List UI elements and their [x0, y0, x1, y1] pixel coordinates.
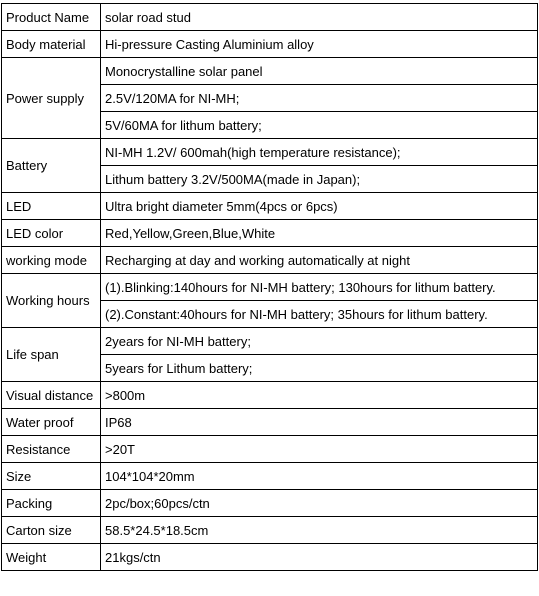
table-row	[2, 58, 538, 85]
table-row	[2, 193, 538, 220]
row-value: Lithum battery 3.2V/500MA(made in Japan);	[101, 166, 538, 193]
row-value: IP68	[101, 409, 538, 436]
row-value: (2).Constant:40hours for NI-MH battery; 35hours for lithum battery.	[101, 301, 538, 328]
table-row	[2, 220, 538, 247]
table-row	[2, 31, 538, 58]
table-row	[2, 517, 538, 544]
row-value: 2pc/box;60pcs/ctn	[101, 490, 538, 517]
row-label: Body material	[2, 31, 101, 58]
row-label: LED color	[2, 220, 101, 247]
row-label: Working hours	[2, 274, 101, 328]
row-value: 2.5V/120MA for NI-MH;	[101, 85, 538, 112]
spec-table	[1, 3, 538, 571]
row-value: Recharging at day and working automatically at night	[101, 247, 538, 274]
table-row	[2, 436, 538, 463]
table-row	[2, 544, 538, 571]
table-row	[2, 247, 538, 274]
table-row	[2, 328, 538, 355]
row-value: 5V/60MA for lithum battery;	[101, 112, 538, 139]
table-row	[2, 139, 538, 166]
row-label: Battery	[2, 139, 101, 193]
table-row	[2, 4, 538, 31]
row-label: Weight	[2, 544, 101, 571]
row-value: solar road stud	[101, 4, 538, 31]
row-label: Power supply	[2, 58, 101, 139]
row-label: Water proof	[2, 409, 101, 436]
row-value: (1).Blinking:140hours for NI-MH battery; 130hours for lithum battery.	[101, 274, 538, 301]
row-label: Product Name	[2, 4, 101, 31]
row-label: working mode	[2, 247, 101, 274]
table-row	[2, 274, 538, 301]
row-value: NI-MH 1.2V/ 600mah(high temperature resistance);	[101, 139, 538, 166]
row-value: Red,Yellow,Green,Blue,White	[101, 220, 538, 247]
row-label: Carton size	[2, 517, 101, 544]
row-value: 21kgs/ctn	[101, 544, 538, 571]
table-row	[2, 409, 538, 436]
table-row	[2, 490, 538, 517]
table-row	[2, 382, 538, 409]
row-value: 104*104*20mm	[101, 463, 538, 490]
row-value: >800m	[101, 382, 538, 409]
row-value: Monocrystalline solar panel	[101, 58, 538, 85]
row-label: Resistance	[2, 436, 101, 463]
table-row	[2, 463, 538, 490]
row-value: Ultra bright diameter 5mm(4pcs or 6pcs)	[101, 193, 538, 220]
row-value: 5years for Lithum battery;	[101, 355, 538, 382]
row-label: Visual distance	[2, 382, 101, 409]
row-label: Life span	[2, 328, 101, 382]
row-label: Packing	[2, 490, 101, 517]
row-value: >20T	[101, 436, 538, 463]
row-value: 58.5*24.5*18.5cm	[101, 517, 538, 544]
row-value: Hi-pressure Casting Aluminium alloy	[101, 31, 538, 58]
row-label: LED	[2, 193, 101, 220]
row-value: 2years for NI-MH battery;	[101, 328, 538, 355]
spec-table-body	[2, 4, 538, 571]
row-label: Size	[2, 463, 101, 490]
